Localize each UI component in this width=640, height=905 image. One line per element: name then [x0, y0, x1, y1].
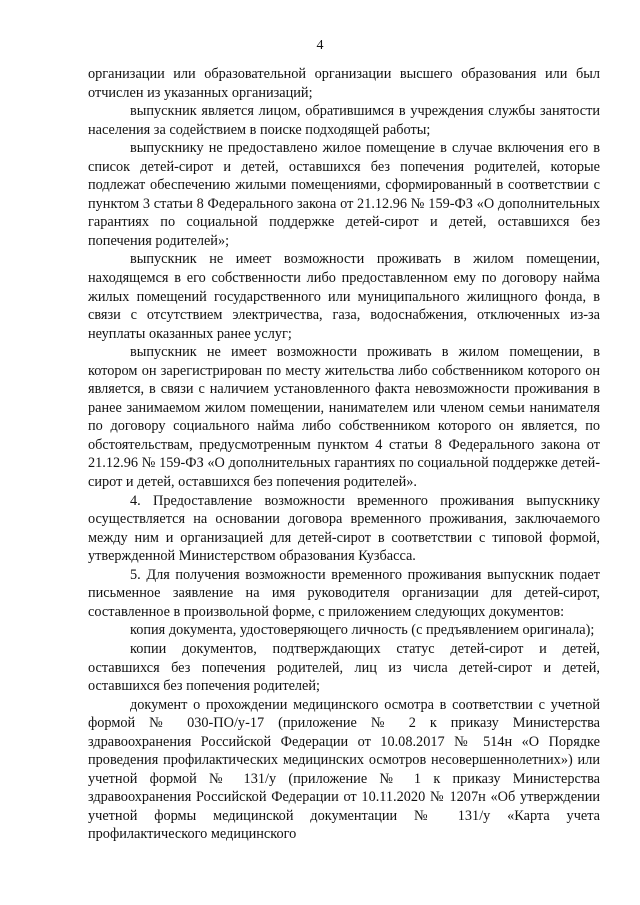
paragraph-employment-service: выпускник является лицом, обратившимся в учреждения службы занятости населения за содействием в поиске подходящей работы; — [88, 103, 600, 138]
document-body — [88, 65, 600, 844]
paragraph-housing-not-provided: выпускнику не предоставлено жилое помещение в случае включения его в список детей-сирот и детей, оставшихся без попечения родителей, которые подлежат обеспечению жилыми помещениями, сформированный в соответствии с пунктом 3 статьи 8 Федерального закона от 21.12.96 № 159-ФЗ «О дополнительных гарантиях по социальной поддержке детей-сирот и детей, оставшихся без попечения родителей»; — [88, 140, 600, 249]
paragraph-no-utilities: выпускник не имеет возможности проживать в жилом помещении, находящемся в его собственности либо предоставленном ему по договору найма жилых помещений государственного или муниципального жилищного фонда, в связи с отсутствием электричества, газа, водоснабжения, отключенных из-за неуплаты оказанных ранее услуг; — [88, 251, 600, 342]
paragraph-item-5: 5. Для получения возможности временного проживания выпускник подает письменное заявление на имя руководителя организации для детей-сирот, составленное в произвольной форме, с приложением следующих документов: — [88, 566, 600, 620]
paragraph-continuation: организации или образовательной организации высшего образования или был отчислен из указанных организаций; — [88, 66, 600, 101]
paragraph-id-copy: копия документа, удостоверяющего личность (с предъявлением оригинала); — [130, 622, 595, 639]
paragraph-item-4: 4. Предоставление возможности временного проживания выпускнику осуществляется на основании договора временного проживания, заключаемого между ним и организацией для детей-сирот в соответствии с типовой формой, утвержденной Министерством образования Кузбасса. — [88, 492, 600, 565]
paragraph-medical-exam: документ о прохождении медицинского осмотра в соответствии с учетной формой № 030-ПО/у-17 (приложение № 2 к приказу Министерства здравоохранения Российской Федерации от 10.08.2017 № 514н «О Порядке проведения профилактических медицинских осмотров несовершеннолетних») или учетной формой № 131/у (приложение № 1 к приказу Министерства здравоохранения Российской Федерации от 10.11.2020 № 1207н «Об утверждении учетной формы медицинской документации № 131/у «Карта учета профилактического медицинского — [88, 696, 600, 843]
paragraph-cannot-reside: выпускник не имеет возможности проживать в жилом помещении, в котором он зарегистрирован по месту жительства либо собственником которого он является, в связи с наличием установленного факта невозможности проживания в ранее занимаемом жилом помещении, нанимателем или членом семьи нанимателя по договору социального найма либо собственником которого он является, по обстоятельствам, предусмотренным пунктом 4 статьи 8 Федерального закона от 21.12.96 № 159-ФЗ «О дополнительных гарантиях по социальной поддержке детей-сирот и детей, оставшихся без попечения родителей». — [88, 344, 600, 491]
paragraph-status-documents: копии документов, подтверждающих статус детей-сирот и детей, оставшихся без попечения родителей, лиц из числа детей-сирот и детей, оставшихся без попечения родителей; — [88, 640, 600, 695]
page-number: 4 — [316, 38, 324, 53]
